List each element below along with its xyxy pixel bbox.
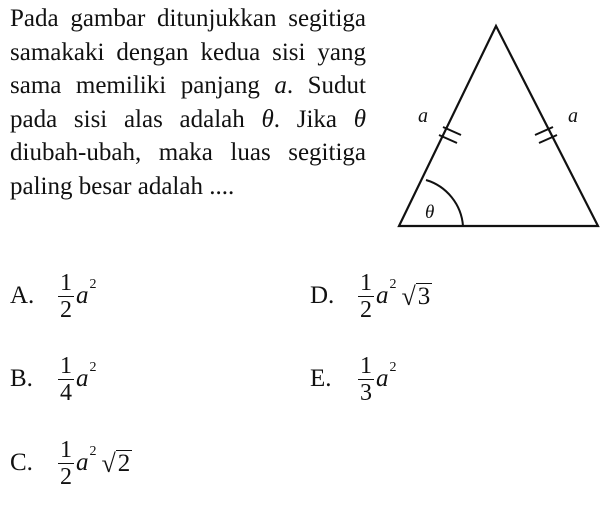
- option-d[interactable]: [310, 266, 432, 326]
- right-side-label: a: [568, 105, 578, 127]
- option-letter: B.: [10, 365, 33, 392]
- option-letter: A.: [10, 282, 35, 309]
- question-text: [10, 2, 366, 203]
- option-letter: C.: [10, 449, 33, 476]
- fraction: [58, 437, 74, 490]
- left-side-label: a: [418, 105, 428, 127]
- variable-theta: θ: [353, 105, 366, 133]
- fraction: [358, 353, 374, 406]
- fraction-denominator: 3: [360, 379, 372, 406]
- variable-a: a: [376, 282, 389, 309]
- exponent: 2: [89, 277, 97, 292]
- option-letter: D.: [310, 282, 335, 309]
- option-a[interactable]: [10, 266, 97, 326]
- radical-sign: √: [101, 448, 116, 478]
- isosceles-triangle-figure: [388, 22, 604, 232]
- fraction-denominator: 2: [60, 296, 72, 323]
- fraction: [358, 270, 374, 323]
- fraction-denominator: 4: [60, 379, 72, 406]
- fraction: [58, 270, 74, 323]
- fraction-numerator: 1: [60, 269, 72, 296]
- variable-a: a: [274, 72, 287, 99]
- variable-a: a: [76, 282, 89, 309]
- square-root: [102, 450, 133, 477]
- square-root: [402, 283, 433, 310]
- question-part-1: Pada gambar ditunjukkan segitiga samakaki dengan kedua sisi yang sama memiliki panjang: [10, 5, 366, 99]
- triangle-diagram: [388, 22, 604, 232]
- variable-a: a: [76, 365, 89, 392]
- question-part-4: diubah-ubah, maka luas segitiga paling besar adalah ....: [10, 139, 366, 200]
- option-letter: E.: [310, 365, 332, 392]
- exponent: 2: [89, 360, 97, 375]
- fraction: [58, 353, 74, 406]
- radicand: 2: [117, 449, 131, 477]
- variable-a: a: [76, 449, 89, 476]
- fraction-numerator: 1: [360, 269, 372, 296]
- fraction-denominator: 2: [60, 463, 72, 490]
- fraction-numerator: 1: [360, 352, 372, 379]
- fraction-numerator: 1: [60, 352, 72, 379]
- variable-a: a: [376, 365, 389, 392]
- question-part-2: . Sudut pada sisi alas adalah: [10, 72, 366, 133]
- exponent: 2: [89, 444, 97, 459]
- exponent: 2: [389, 277, 397, 292]
- radicand: 3: [417, 282, 431, 310]
- fraction-denominator: 2: [360, 296, 372, 323]
- variable-theta: θ: [261, 105, 274, 133]
- option-c[interactable]: [10, 433, 132, 493]
- radical-sign: √: [401, 281, 416, 311]
- exponent: 2: [389, 360, 397, 375]
- angle-label: θ: [425, 202, 435, 223]
- question-part-3: . Jika: [273, 105, 354, 133]
- option-e[interactable]: [310, 349, 397, 409]
- option-b[interactable]: [10, 349, 97, 409]
- fraction-numerator: 1: [60, 436, 72, 463]
